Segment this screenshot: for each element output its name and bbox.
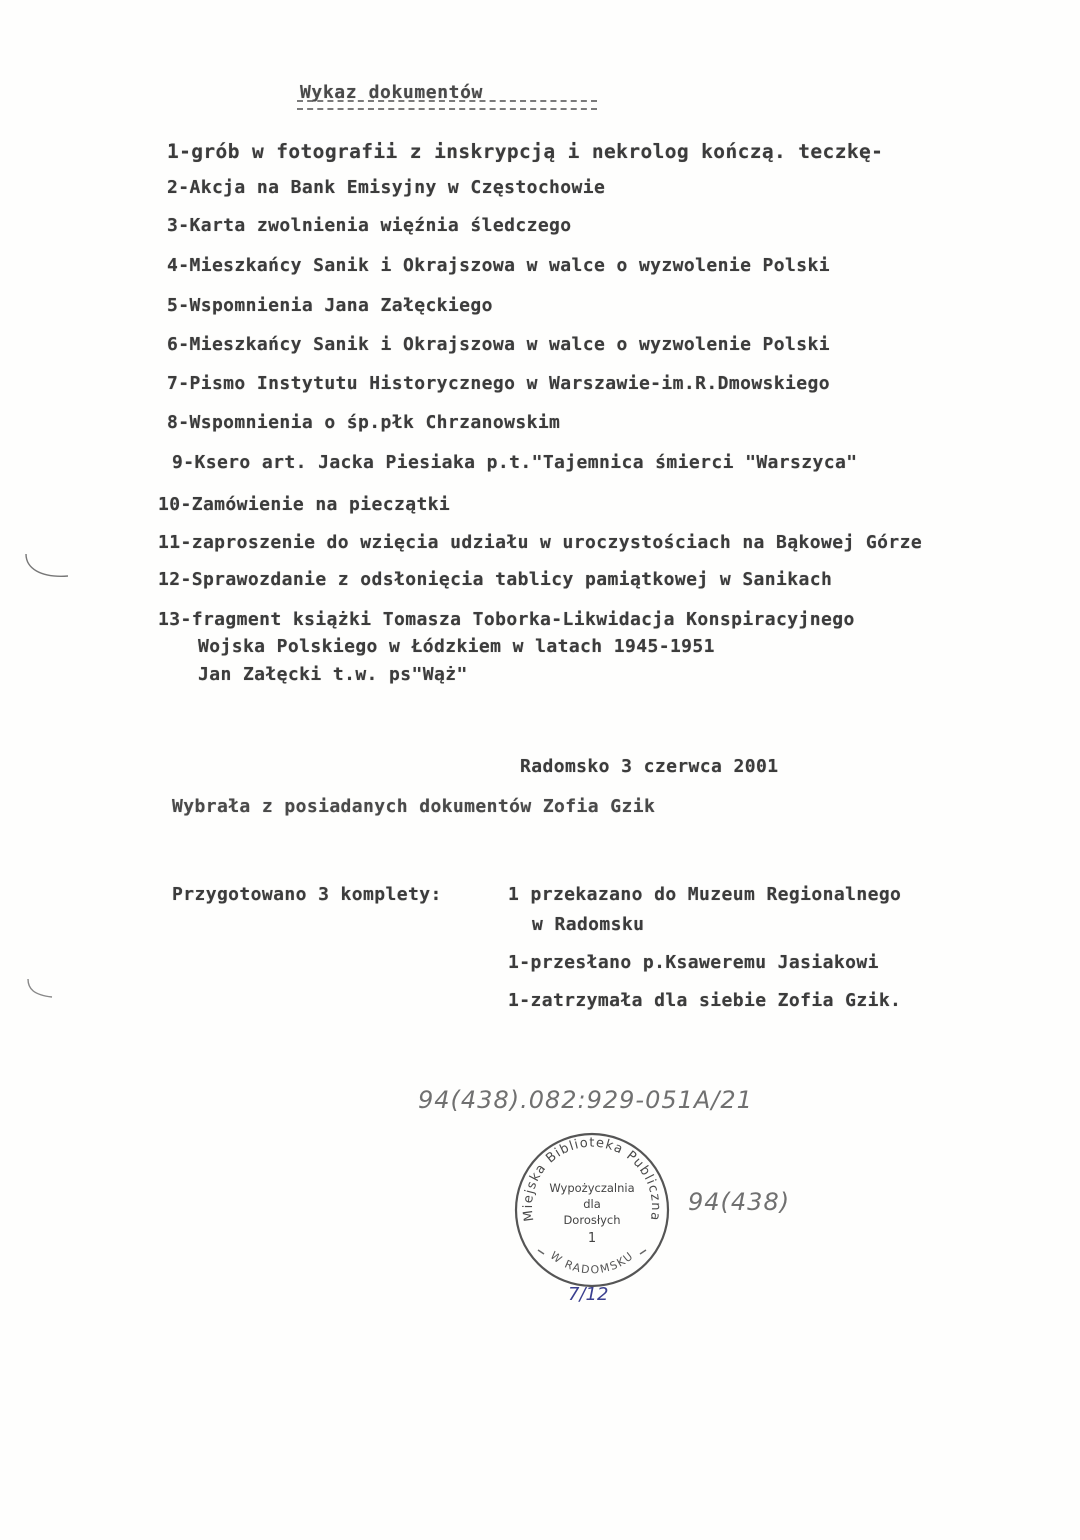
list-item: 7-Pismo Instytutu Historycznego w Warszawie-im.R.Dmowskiego bbox=[167, 373, 830, 394]
library-stamp bbox=[512, 1130, 672, 1290]
list-item-continuation: Jan Załęcki t.w. ps"Wąż" bbox=[198, 664, 468, 685]
list-item: 9-Ksero art. Jacka Piesiaka p.t."Tajemnica śmierci "Warszyca" bbox=[172, 452, 858, 473]
list-item: 13-fragment książki Tomasza Toborka-Likwidacja Konspiracyjnego bbox=[158, 609, 855, 630]
blue-inventory-mark: 7/12 bbox=[568, 1284, 609, 1305]
title-underline bbox=[297, 100, 597, 110]
list-item: 6-Mieszkańcy Sanik i Okrajszowa w walce o wyzwolenie Polski bbox=[167, 334, 830, 355]
stamp-arc-bottom-text: W RADOMSKU bbox=[547, 1248, 637, 1277]
stamp-arc-top-text: Miejska Biblioteka Publiczna bbox=[520, 1135, 664, 1223]
stamp-dash-right bbox=[640, 1250, 646, 1254]
stamp-arc-bottom bbox=[548, 1249, 637, 1277]
document-title: Wykaz dokumentów bbox=[300, 82, 483, 103]
list-item: 12-Sprawozdanie z odsłonięcia tablicy pamiątkowej w Sanikach bbox=[158, 569, 833, 590]
library-stamp-graphic bbox=[512, 1130, 672, 1290]
margin-mark-lower bbox=[22, 975, 62, 1005]
list-item: 8-Wspomnienia o śp.płk Chrzanowskim bbox=[167, 412, 561, 433]
list-item: 11-zaproszenie do wzięcia udziału w uroczystościach na Bąkowej Górze bbox=[158, 532, 923, 553]
list-item: 3-Karta zwolnienia więźnia śledczego bbox=[167, 215, 572, 236]
prepared-line-3: 1-zatrzymała dla siebie Zofia Gzik. bbox=[508, 990, 902, 1011]
stamp-center-line-3: Dorosłych bbox=[563, 1213, 621, 1227]
margin-mark-upper bbox=[20, 550, 80, 590]
prepared-line-2: 1-przesłano p.Ksaweremu Jasiakowi bbox=[508, 952, 879, 973]
classification-short: 94(438) bbox=[688, 1188, 791, 1216]
list-item: 4-Mieszkańcy Sanik i Okrajszowa w walce o wyzwolenie Polski bbox=[167, 255, 830, 276]
prepared-line-1: 1 przekazano do Muzeum Regionalnego bbox=[508, 884, 902, 905]
prepared-lead: Przygotowano 3 komplety: bbox=[172, 884, 442, 905]
stamp-center-line-2: dla bbox=[583, 1197, 601, 1211]
classification-code: 94(438).082:929-051A/21 bbox=[418, 1086, 753, 1114]
list-item: 2-Akcja na Bank Emisyjny w Częstochowie bbox=[167, 177, 606, 198]
list-item-continuation: Wojska Polskiego w Łódzkiem w latach 1945-1951 bbox=[198, 636, 715, 657]
place-date: Radomsko 3 czerwca 2001 bbox=[520, 756, 779, 777]
stamp-center-line-1: Wypożyczalnia bbox=[549, 1181, 635, 1195]
selected-by: Wybrała z posiadanych dokumentów Zofia Gzik bbox=[172, 796, 656, 817]
stamp-center-line-4: 1 bbox=[587, 1231, 597, 1246]
list-item: 5-Wspomnienia Jana Załęckiego bbox=[167, 295, 493, 316]
list-item: 1-grób w fotografii z inskrypcją i nekrolog kończą. teczkę- bbox=[167, 140, 884, 163]
stamp-dash-left bbox=[538, 1250, 544, 1254]
prepared-line-1-cont: w Radomsku bbox=[532, 914, 645, 935]
list-item: 10-Zamówienie na pieczątki bbox=[158, 494, 451, 515]
